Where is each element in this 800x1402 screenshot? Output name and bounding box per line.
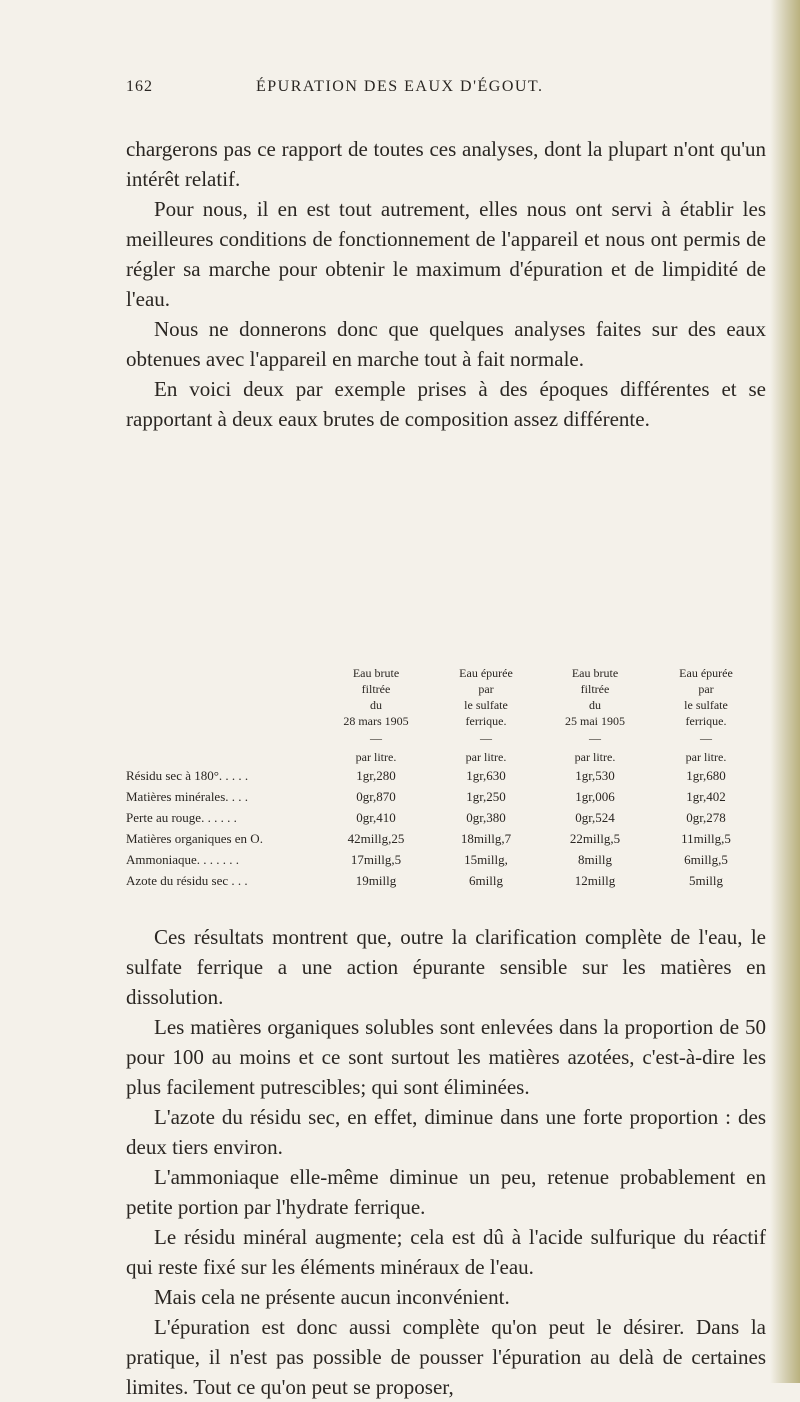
unit-dash: — xyxy=(589,731,601,745)
column-header: Eau épurée par le sulfate ferrique. xyxy=(459,666,513,728)
table-cell: 1gr,402 xyxy=(686,789,726,804)
row-label: Ammoniaque. . . . . . . xyxy=(126,852,240,867)
column-header: Eau épurée par le sulfate ferrique. xyxy=(679,666,733,728)
body-text-bottom xyxy=(126,922,766,1402)
table-cell: 1gr,530 xyxy=(575,768,615,783)
paragraph: chargerons pas ce rapport de toutes ces analyses, dont la plupart n'ont qu'un intérêt relatif. xyxy=(126,137,766,191)
table-cell: 5millg xyxy=(689,873,723,888)
table-cell: 6millg xyxy=(469,873,503,888)
table-cell: 12millg xyxy=(574,873,616,888)
paragraph: Les matières organiques solubles sont enlevées dans la proportion de 50 pour 100 au moins et ce sont surtout les matières azotées, c'est-à-dire les plus facilement putrescibles; qui sont éliminées. xyxy=(126,1015,766,1099)
unit-label: par litre. xyxy=(465,750,507,764)
paragraph: Ces résultats montrent que, outre la clarification complète de l'eau, le sulfate ferrique a une action épurante sensible sur les matières en dissolution. xyxy=(126,925,766,1009)
table-cell: 18millg,7 xyxy=(460,831,512,846)
table-cell: 6millg,5 xyxy=(684,852,728,867)
paragraph: Pour nous, il en est tout autrement, elles nous ont servi à établir les meilleures conditions de fonctionnement de l'appareil et nous ont permis de régler sa marche pour obtenir le maximum d'épuration et de limpidité de l'eau. xyxy=(126,197,766,311)
row-label: Matières organiques en O. xyxy=(126,831,263,846)
table-cell: 1gr,680 xyxy=(686,768,726,783)
paragraph: L'azote du résidu sec, en effet, diminue dans une forte proportion : des deux tiers environ. xyxy=(126,1105,766,1159)
table-cell: 1gr,280 xyxy=(356,768,396,783)
paragraph: Mais cela ne présente aucun inconvénient. xyxy=(154,1285,510,1309)
paragraph: Nous ne donnerons donc que quelques analyses faites sur des eaux obtenues avec l'appareil en marche tout à fait normale. xyxy=(126,317,766,371)
table-cell: 1gr,006 xyxy=(575,789,615,804)
row-label: Perte au rouge. . . . . . xyxy=(126,810,237,825)
table-cell: 42millg,25 xyxy=(347,831,405,846)
table-cell: 0gr,870 xyxy=(356,789,396,804)
table-cell: 15millg, xyxy=(464,852,508,867)
column-header: Eau brute filtrée du 25 mai 1905 xyxy=(565,666,625,728)
unit-label: par litre. xyxy=(685,750,727,764)
paragraph: L'ammoniaque elle-même diminue un peu, retenue probablement en petite portion par l'hydrate ferrique. xyxy=(126,1165,766,1219)
body-text-top xyxy=(126,134,766,434)
table-cell: 0gr,410 xyxy=(356,810,396,825)
table-cell: 22millg,5 xyxy=(569,831,621,846)
table-cell: 17millg,5 xyxy=(350,852,402,867)
table-cell: 11millg,5 xyxy=(681,831,731,846)
table-cell: 19millg xyxy=(355,873,397,888)
running-title: ÉPURATION DES EAUX D'ÉGOUT. xyxy=(256,78,544,95)
table-cell: 0gr,524 xyxy=(575,810,615,825)
unit-dash: — xyxy=(700,731,712,745)
unit-dash: — xyxy=(480,731,492,745)
unit-dash: — xyxy=(370,731,382,745)
page-header xyxy=(126,78,766,102)
row-label: Matières minérales. . . . xyxy=(126,789,249,804)
row-label: Résidu sec à 180°. . . . . xyxy=(126,768,249,783)
paragraph: Le résidu minéral augmente; cela est dû à l'acide sulfurique du réactif qui reste fixé sur les éléments minéraux de l'eau. xyxy=(126,1225,766,1279)
row-label: Azote du résidu sec . . . xyxy=(126,873,248,888)
table-cell: 1gr,630 xyxy=(466,768,506,783)
paragraph: L'épuration est donc aussi complète qu'on peut le désirer. Dans la pratique, il n'est pas possible de pousser l'épuration au delà de certaines limites. Tout ce qu'on peut se proposer, xyxy=(126,1315,766,1399)
analysis-table xyxy=(126,665,766,903)
table-cell: 1gr,250 xyxy=(466,789,506,804)
page-number: 162 xyxy=(126,78,153,95)
paragraph: En voici deux par exemple prises à des époques différentes et se rapportant à deux eaux brutes de composition assez différente. xyxy=(126,377,766,431)
table-cell: 8millg xyxy=(578,852,612,867)
table-cell: 0gr,278 xyxy=(686,810,726,825)
table-cell: 0gr,380 xyxy=(466,810,506,825)
unit-label: par litre. xyxy=(355,750,397,764)
column-header: Eau brute filtrée du 28 mars 1905 xyxy=(343,666,409,728)
page-edge xyxy=(770,0,800,1383)
unit-label: par litre. xyxy=(574,750,616,764)
